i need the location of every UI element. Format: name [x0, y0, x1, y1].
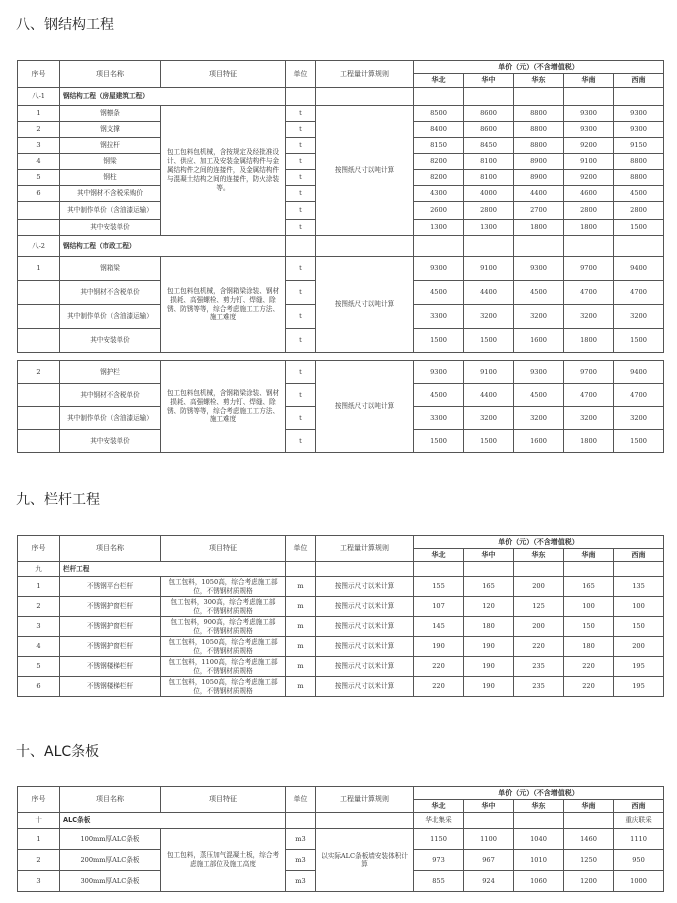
header-features: 项目特征: [161, 536, 286, 562]
header-price: 单价（元）（不含增值税）: [414, 536, 664, 549]
table-row: 1 不锈钢平台栏杆 包工包料，1050高，综合考虑施工部位，不锈钢材质规格 m 按图示尺寸以米计算 155 165 200 165 135: [18, 577, 664, 597]
header-region: 华南: [564, 549, 614, 562]
table-row: 4 钢梁 t 8200 8100 8900 9100 8800: [18, 154, 664, 170]
table-row: 3 钢拉杆 t 8150 8450 8800 9200 9150: [18, 138, 664, 154]
header-region: 华东: [514, 800, 564, 813]
header-region: 西南: [614, 74, 664, 88]
table-row: 4 不锈钢护窗栏杆 包工包料，1050高，综合考虑施工部位，不锈钢材质规格 m 按图示尺寸以米计算 190 190 220 180 200: [18, 637, 664, 657]
table-row: 其中安装单价 t 1300 1300 1800 1800 1500: [18, 220, 664, 236]
header-region: 华东: [514, 74, 564, 88]
header-rule: 工程量计算规则: [316, 787, 414, 813]
group-name: 栏杆工程: [60, 562, 286, 577]
table-row: 2 不锈钢护窗栏杆 包工包料，300高，综合考虑施工部位，不锈钢材质规格 m 按图示尺寸以米计算 107 120 125 100 100: [18, 597, 664, 617]
header-region: 华北: [414, 549, 464, 562]
table-row: 2 200mm厚ALC条板 m3 973 967 1010 1250 950: [18, 850, 664, 871]
table-row: 其中安装单价 t 1500 1500 1600 1800 1500: [18, 430, 664, 453]
table-row: 6 其中钢材不含税采购价 t 4300 4000 4400 4600 4500: [18, 186, 664, 202]
measure-rule: 按图纸尺寸以吨计算: [316, 257, 414, 353]
header-region: 华北: [414, 800, 464, 813]
header-region: 西南: [614, 549, 664, 562]
railing-table: [17, 535, 664, 697]
table-row: 3 不锈钢护窗栏杆 包工包料，900高，综合考虑施工部位，不锈钢材质规格 m 按图示尺寸以米计算 145 180 200 150 150: [18, 617, 664, 637]
table-row: 2 钢支撑 t 8400 8600 8800 9300 9300: [18, 122, 664, 138]
header-name: 项目名称: [60, 536, 161, 562]
header-region: 华南: [564, 74, 614, 88]
header-region: 华南: [564, 800, 614, 813]
table-row: 其中制作单价（含油漆运输） t 3300 3200 3200 3200 3200: [18, 407, 664, 430]
header-features: 项目特征: [161, 61, 286, 88]
group-code: 九: [18, 562, 60, 577]
table-row: 其中制作单价（含油漆运输） t 2600 2800 2700 2800 2800: [18, 202, 664, 220]
section-title-steel: 八、钢结构工程: [16, 17, 114, 33]
table-row: 5 不锈钢楼梯栏杆 包工包料，1100高，综合考虑施工部位，不锈钢材质规格 m 按图示尺寸以米计算 220 190 235 220 195: [18, 657, 664, 677]
header-region: 华中: [464, 800, 514, 813]
header-unit: 单位: [286, 61, 316, 88]
table-row: 2 钢护栏 包工包料包机械，含钢箱梁涂装、钢材损耗、高强螺栓、剪力钉、焊缝、除锈、防锈等等，综合考虑施工工方法、施工难度 t 按图纸尺寸以吨计算 9300 9100 9300 9700 9400: [18, 361, 664, 384]
group-code: 十: [18, 813, 60, 829]
measure-rule: 以实际ALC条板墙安装体积计算: [316, 829, 414, 892]
header-seq: 序号: [18, 61, 60, 88]
table-row: 1 钢箱梁 包工包料包机械，含钢箱梁涂装、钢材损耗、高强螺栓、剪力钉、焊缝、除锈、防锈等等，综合考虑施工工方法、施工难度 t 按图纸尺寸以吨计算 9300 9100 9300 9700 9400: [18, 257, 664, 281]
group-name: 钢结构工程（市政工程）: [60, 236, 286, 257]
header-rule: 工程量计算规则: [316, 536, 414, 562]
item-features: 包工包料，蒸压加气混凝土板，综合考虑施工部位及施工高度: [161, 829, 286, 892]
item-features: 包工包料包机械，含按规定及经批准设计、供应、加工及安装金属结构件与金属结构件之间的连接件，及金属结构件与混凝土结构之间的连接件，防火涂装等。: [161, 106, 286, 236]
group-name: ALC条板: [60, 813, 286, 829]
header-region: 华中: [464, 74, 514, 88]
item-features: 包工包料包机械，含钢箱梁涂装、钢材损耗、高强螺栓、剪力钉、焊缝、除锈、防锈等等，综合考虑施工工方法、施工难度: [161, 361, 286, 453]
group-name: 钢结构工程（房屋建筑工程）: [60, 88, 286, 106]
header-region: 西南: [614, 800, 664, 813]
table-row: 其中安装单价 t 1500 1500 1600 1800 1500: [18, 329, 664, 353]
table-row: 6 不锈钢楼梯栏杆 包工包料，1050高，综合考虑施工部位，不锈钢材质规格 m 按图示尺寸以米计算 220 190 235 220 195: [18, 677, 664, 697]
header-region: 华中: [464, 549, 514, 562]
header-seq: 序号: [18, 787, 60, 813]
header-rule: 工程量计算规则: [316, 61, 414, 88]
header-region: 华北: [414, 74, 464, 88]
item-features: 包工包料包机械，含钢箱梁涂装、钢材损耗、高强螺栓、剪力钉、焊缝、除锈、防锈等等，综合考虑施工工方法、施工难度: [161, 257, 286, 353]
measure-rule: 按图纸尺寸以吨计算: [316, 106, 414, 236]
header-price: 单价（元）（不含增值税）: [414, 61, 664, 74]
header-features: 项目特征: [161, 787, 286, 813]
header-unit: 单位: [286, 787, 316, 813]
alc-table: [17, 786, 664, 892]
procurement-source: 华北集采: [414, 813, 464, 829]
section-title-railing: 九、栏杆工程: [16, 492, 100, 508]
group-code: 八-1: [18, 88, 60, 106]
procurement-source: 重庆联采: [614, 813, 664, 829]
header-price: 单价（元）（不含增值税）: [414, 787, 664, 800]
header-name: 项目名称: [60, 787, 161, 813]
measure-rule: 按图纸尺寸以吨计算: [316, 361, 414, 453]
table-row: 其中钢材不含税单价 t 4500 4400 4500 4700 4700: [18, 281, 664, 305]
header-name: 项目名称: [60, 61, 161, 88]
header-region: 华东: [514, 549, 564, 562]
group-code: 八-2: [18, 236, 60, 257]
table-row: 5 钢柱 t 8200 8100 8900 9200 8800: [18, 170, 664, 186]
table-row: 1 钢檩条 包工包料包机械，含按规定及经批准设计、供应、加工及安装金属结构件与金属结构件之间的连接件，及金属结构件与混凝土结构之间的连接件，防火涂装等。 t 按图纸尺寸以吨计算 8500 8600 8800 9300 9300: [18, 106, 664, 122]
table-row: 其中钢材不含税单价 t 4500 4400 4500 4700 4700: [18, 384, 664, 407]
table-row: 1 100mm厚ALC条板 包工包料，蒸压加气混凝土板，综合考虑施工部位及施工高度 m3 以实际ALC条板墙安装体积计算 1150 1100 1040 1460 1110: [18, 829, 664, 850]
steel-table: [17, 60, 664, 453]
table-row: 3 300mm厚ALC条板 m3 855 924 1060 1200 1000: [18, 871, 664, 892]
header-unit: 单位: [286, 536, 316, 562]
section-title-alc: 十、ALC条板: [16, 744, 100, 760]
header-seq: 序号: [18, 536, 60, 562]
table-row: 其中制作单价（含油漆运输） t 3300 3200 3200 3200 3200: [18, 305, 664, 329]
